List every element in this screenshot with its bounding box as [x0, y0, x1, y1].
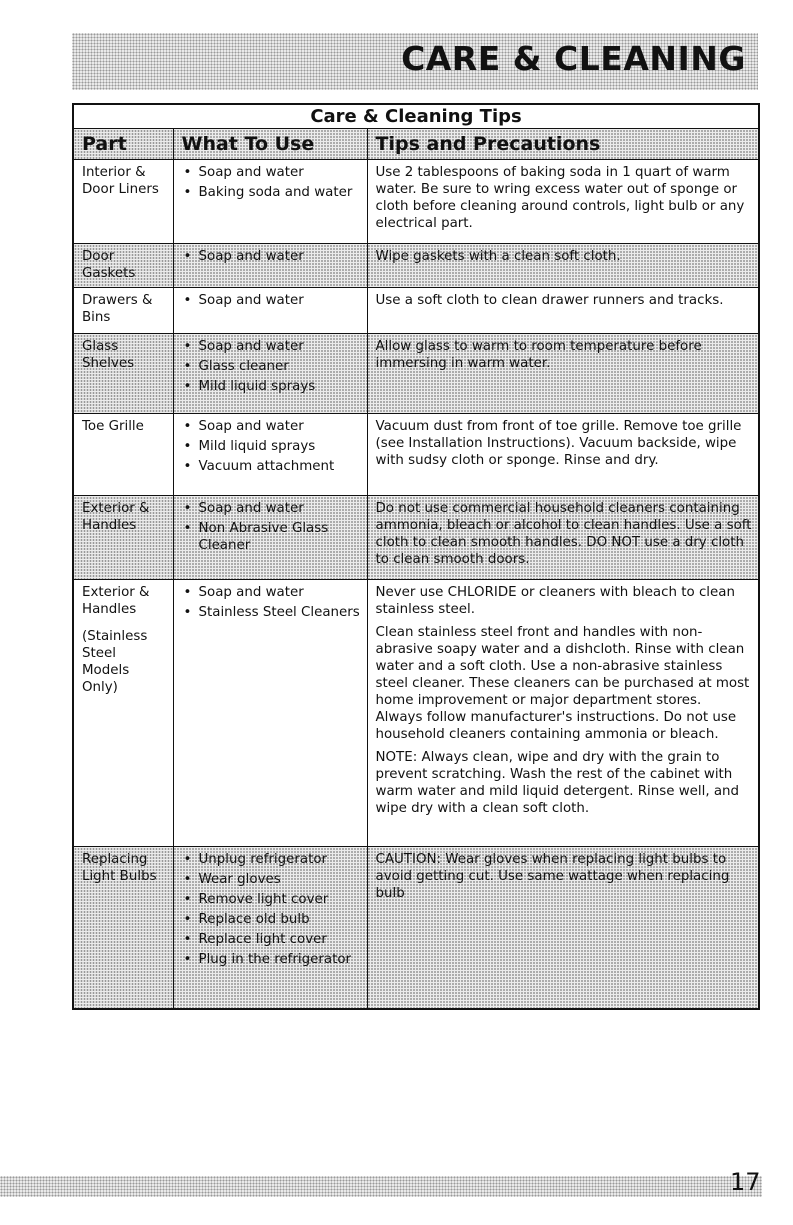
use-item: • Glass cleaner — [182, 358, 361, 375]
use-cell — [173, 288, 367, 334]
tips-cell — [367, 334, 759, 414]
use-item: • Soap and water — [182, 292, 361, 309]
part-cell — [73, 847, 173, 1009]
part-note: (Stainless Steel Models Only) — [82, 629, 148, 695]
section-title: CARE & CLEANING — [401, 39, 746, 78]
table-caption-row — [73, 104, 759, 129]
page-number: 17 — [730, 1168, 761, 1196]
part-label: Interior & Door Liners — [82, 165, 159, 197]
tips-cell — [367, 244, 759, 288]
part-cell — [73, 496, 173, 580]
tip-text: NOTE: Always clean, wipe and dry with the grain to prevent scratching. Wash the rest of the cabinet with warm water and mild liquid detergent. Rinse well, and wipe dry with a clean soft cloth. — [375, 750, 740, 816]
part-label: Glass Shelves — [82, 339, 135, 371]
use-item: • Replace old bulb — [182, 911, 361, 928]
use-item: • Unplug refrigerator — [182, 851, 361, 868]
column-header-tips: Tips and Precautions — [367, 129, 759, 160]
table-row — [73, 160, 759, 244]
use-item: • Soap and water — [182, 248, 361, 265]
use-cell — [173, 334, 367, 414]
part-label: Drawers & Bins — [82, 293, 153, 325]
table-caption: Care & Cleaning Tips — [73, 104, 759, 129]
tips-cell — [367, 288, 759, 334]
use-item: • Soap and water — [182, 338, 361, 355]
use-item: • Remove light cover — [182, 891, 361, 908]
tip-text: Never use CHLORIDE or cleaners with bleach to clean stainless steel. — [375, 585, 735, 617]
part-cell — [73, 334, 173, 414]
part-label: Exterior & Handles — [82, 585, 150, 617]
tip-text: Wipe gaskets with a clean soft cloth. — [375, 249, 621, 264]
part-cell — [73, 160, 173, 244]
use-item: • Vacuum attachment — [182, 458, 361, 475]
table-row — [73, 847, 759, 1009]
tips-cell — [367, 496, 759, 580]
part-cell — [73, 288, 173, 334]
use-cell — [173, 244, 367, 288]
tips-cell — [367, 580, 759, 847]
tips-cell — [367, 414, 759, 496]
use-cell — [173, 847, 367, 1009]
use-item: • Soap and water — [182, 164, 361, 181]
use-item: • Plug in the refrigerator — [182, 951, 361, 968]
use-item: • Soap and water — [182, 418, 361, 435]
section-header-band — [72, 33, 758, 90]
tip-text: Use 2 tablespoons of baking soda in 1 quart of warm water. Be sure to wring excess water out of sponge or cloth before cleaning around controls, light bulb or any electrical part. — [375, 165, 745, 231]
part-label: Replacing Light Bulbs — [82, 852, 157, 884]
tip-text: Allow glass to warm to room temperature before immersing in warm water. — [375, 339, 702, 371]
part-cell — [73, 580, 173, 847]
part-label: Door Gaskets — [82, 249, 136, 281]
column-header-part: Part — [73, 129, 173, 160]
table-row — [73, 244, 759, 288]
table-row — [73, 496, 759, 580]
table-row — [73, 580, 759, 847]
use-item: • Soap and water — [182, 500, 361, 517]
tip-text: Use a soft cloth to clean drawer runners and tracks. — [375, 293, 724, 308]
tips-cell — [367, 160, 759, 244]
tip-text: Clean stainless steel front and handles with non-abrasive soapy water and a dishcloth. Rinse with clean water and a soft cloth. Use a non-abrasive stainless steel cleaner. These cleaners can be purchased at most home improvement or major department stores. Always follow manufacturer's instructions. Do not use household cleaners containing ammonia or bleach. — [375, 625, 750, 742]
use-item: • Mild liquid sprays — [182, 438, 361, 455]
use-item: • Stainless Steel Cleaners — [182, 604, 361, 621]
use-cell — [173, 580, 367, 847]
use-item: • Replace light cover — [182, 931, 361, 948]
use-item: • Soap and water — [182, 584, 361, 601]
use-item: • Wear gloves — [182, 871, 361, 888]
column-header-what-to-use: What To Use — [173, 129, 367, 160]
use-item: • Non Abrasive Glass Cleaner — [182, 520, 361, 554]
use-item: • Baking soda and water — [182, 184, 361, 201]
table-row — [73, 288, 759, 334]
tip-text: CAUTION: Wear gloves when replacing light bulbs to avoid getting cut. Use same wattage when replacing bulb — [375, 852, 730, 901]
part-cell — [73, 414, 173, 496]
tip-text: Do not use commercial household cleaners containing ammonia, bleach or alcohol to clean handles. Use a soft cloth to clean smooth handles. DO NOT use a dry cloth to clean smooth doors. — [375, 501, 752, 567]
footer-band — [0, 1176, 762, 1197]
tips-cell — [367, 847, 759, 1009]
care-cleaning-table — [72, 103, 760, 1010]
table-header-row — [73, 129, 759, 160]
tip-text: Vacuum dust from front of toe grille. Remove toe grille (see Installation Instructions). Vacuum backside, wipe with sudsy cloth or sponge. Rinse and dry. — [375, 419, 742, 468]
use-cell — [173, 160, 367, 244]
part-label: Exterior & Handles — [82, 501, 150, 533]
use-item: • Mild liquid sprays — [182, 378, 361, 395]
table-row — [73, 414, 759, 496]
use-cell — [173, 414, 367, 496]
part-cell — [73, 244, 173, 288]
part-label: Toe Grille — [82, 419, 144, 434]
table-row — [73, 334, 759, 414]
use-cell — [173, 496, 367, 580]
